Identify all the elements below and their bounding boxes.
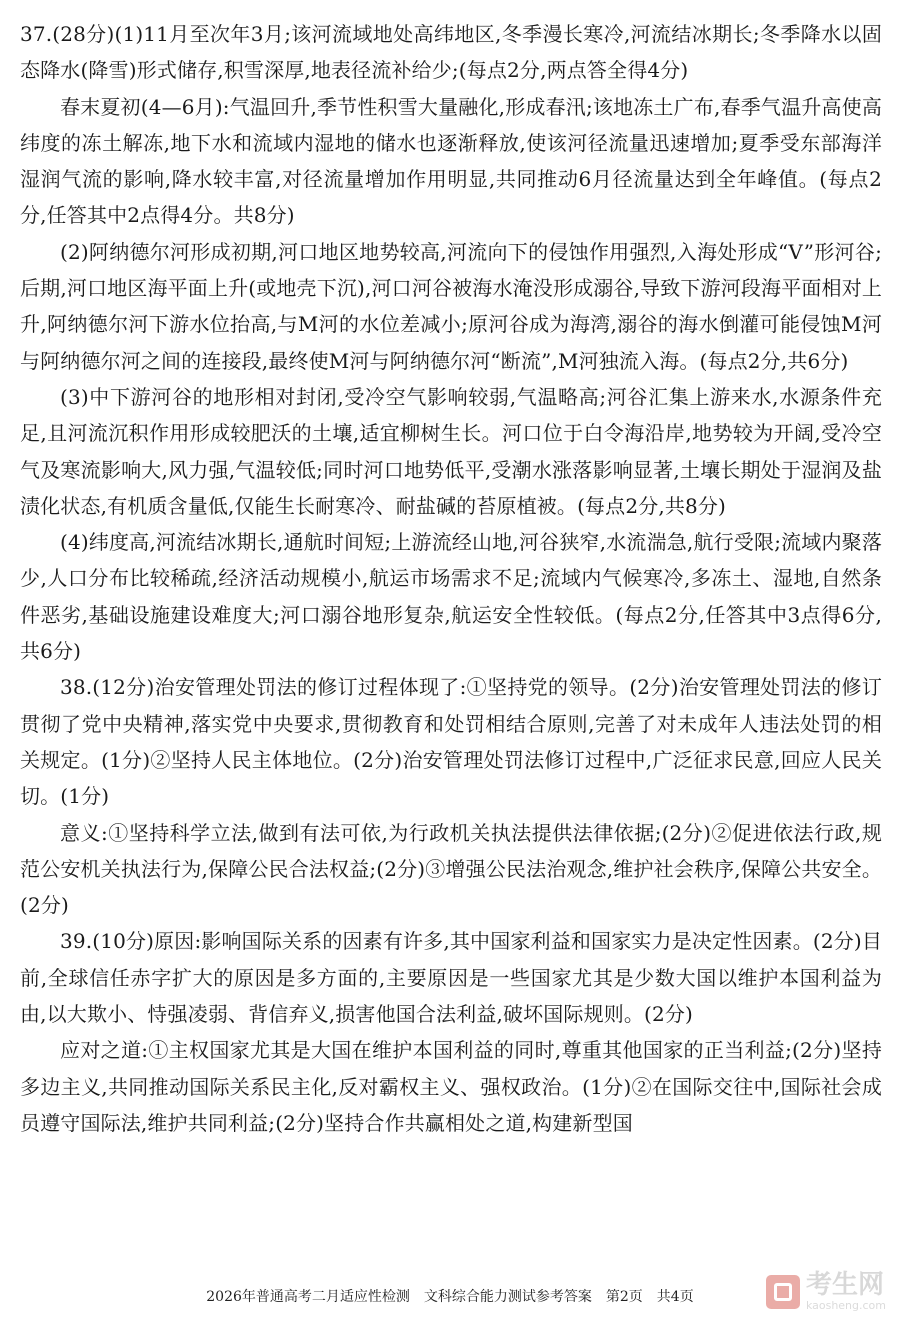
paragraph-37-1: 37.(28分)(1)11月至次年3月;该河流域地处高纬地区,冬季漫长寒冷,河流结冰期长;冬季降水以固态降水(降雪)形式储存,积雪深厚,地表径流补给少;(每点2分,两点答全得4分) <box>20 22 882 83</box>
kaosheng-logo-icon <box>766 1275 800 1309</box>
paragraph-37-spring: 春末夏初(4—6月):气温回升,季节性积雪大量融化,形成春汛;该地冻土广布,春季气温升高使高纬度的冻土解冻,地下水和流域内湿地的储水也逐渐释放,使该河径流量迅速增加;夏季受东部海洋湿润气流的影响,降水较丰富,对径流量增加作用明显,共同推动6月径流量达到全年峰值。(每点2分,任答其中2点得4分。共8分) <box>20 94 882 228</box>
watermark-en: kaosheng.com <box>805 1299 886 1312</box>
page-footer: 2026年普通高考二月适应性检测 文科综合能力测试参考答案 第2页 共4页 <box>206 1289 694 1305</box>
paragraph-39-response: 应对之道:①主权国家尤其是大国在维护本国利益的同时,尊重其他国家的正当利益;(2分)坚持多边主义,共同推动国际关系民主化,反对霸权主义、强权政治。(1分)②在国际交往中,国际社会成员遵守国际法,维护共同利益;(2分)坚持合作共赢相处之道,构建新型国 <box>20 1038 882 1135</box>
paragraph-38: 38.(12分)治安管理处罚法的修订过程体现了:①坚持党的领导。(2分)治安管理处罚法的修订贯彻了党中央精神,落实党中央要求,贯彻教育和处罚相结合原则,完善了对未成年人违法处罚的相关规定。(1分)②坚持人民主体地位。(2分)治安管理处罚法修订过程中,广泛征求民意,回应人民关切。(1分) <box>20 675 882 809</box>
paragraph-38-significance: 意义:①坚持科学立法,做到有法可依,为行政机关执法提供法律依据;(2分)②促进依法行政,规范公安机关执法行为,保障公民合法权益;(2分)③增强公民法治观念,维护社会秩序,保障公共安全。(2分) <box>20 820 882 918</box>
watermark-logo <box>766 1272 886 1311</box>
watermark-cn: 考生网 <box>805 1270 884 1300</box>
paragraph-39: 39.(10分)原因:影响国际关系的因素有许多,其中国家利益和国家实力是决定性因素。(2分)目前,全球信任赤字扩大的原因是多方面的,主要原因是一些国家尤其是少数大国以维护本国利益为由,以大欺小、恃强凌弱、背信弃义,损害他国合法利益,破坏国际规则。(2分) <box>20 929 882 1027</box>
paragraph-37-2: (2)阿纳德尔河形成初期,河口地区地势较高,河流向下的侵蚀作用强烈,入海处形成“V”形河谷;后期,河口地区海平面上升(或地壳下沉),河口河谷被海水淹没形成溺谷,导致下游河段海平面相对上升,阿纳德尔河下游水位抬高,与M河的水位差减小;原河谷成为海湾,溺谷的海水倒灌可能侵蚀M河与阿纳德尔河之间的连接段,最终使M河与阿纳德尔河“断流”,M河独流入海。(每点2分,共6分) <box>20 239 882 373</box>
answer-document <box>20 16 882 1141</box>
paragraph-37-4: (4)纬度高,河流结冰期长,通航时间短;上游流经山地,河谷狭窄,水流湍急,航行受限;流域内聚落少,人口分布比较稀疏,经济活动规模小,航运市场需求不足;流域内气候寒冷,多冻土、湿地,自然条件恶劣,基础设施建设难度大;河口溺谷地形复杂,航运安全性较低。(每点2分,任答其中3点得6分,共6分) <box>20 530 882 664</box>
paragraph-37-3: (3)中下游河谷的地形相对封闭,受冷空气影响较弱,气温略高;河谷汇集上游来水,水源条件充足,且河流沉积作用形成较肥沃的土壤,适宜柳树生长。河口位于白令海沿岸,地势较为开阔,受冷空气及寒流影响大,风力强,气温较低;同时河口地势低平,受潮水涨落影响显著,土壤长期处于湿润及盐渍化状态,有机质含量低,仅能生长耐寒冷、耐盐碱的苔原植被。(每点2分,共8分) <box>20 384 882 518</box>
